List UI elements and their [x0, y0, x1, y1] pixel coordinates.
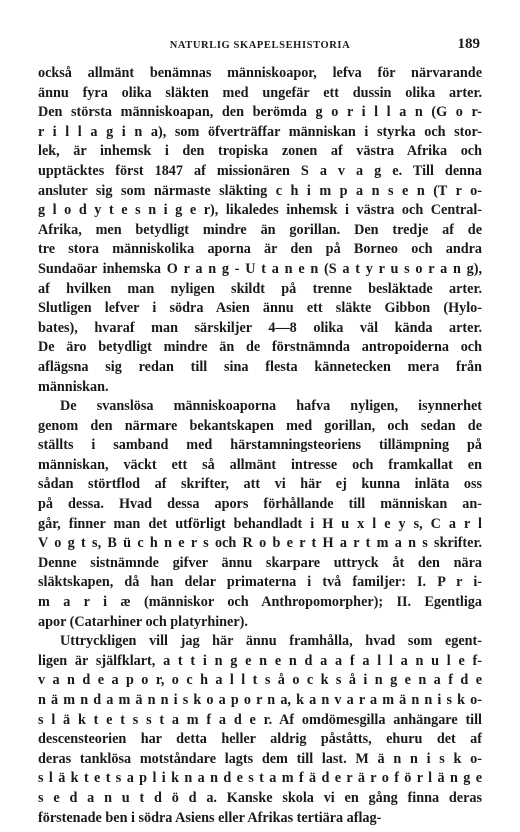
text-line: människan. [38, 378, 109, 395]
text-line: människan, väckt ett så allmänt intresse och framkallat en [38, 456, 482, 473]
paragraph [38, 64, 482, 397]
text-line: lek, är inhemsk i den tropiska zonen af västra Afrika och [38, 143, 482, 160]
text-line: descensteorien har detta heller aldrig påståtts, ehuru det af [38, 731, 482, 748]
text-line: g l o d y t e s n i g e r), likaledes inhemsk i västra och Central- [38, 202, 482, 219]
text-line: ligen är själfklart, a t t i n g e n e n d a a f a l l a n u l e f- [38, 652, 482, 669]
text-line: upptäcktes först 1847 af missionären S a v a g e. Till denna [38, 162, 482, 179]
paragraph [38, 397, 482, 632]
text-line: förstenade ben i södra Asiens eller Afrikas tertiära aflag- [38, 809, 382, 826]
text-line: också allmänt benämnas människoapor, lefva för närvarande [38, 65, 482, 81]
book-page [38, 36, 482, 828]
text-line: m a r i æ (människor och Anthropomorpher); II. Egentliga [38, 594, 482, 611]
page-header [38, 36, 482, 54]
text-line: Sundaöar inhemska O r a n g - U t a n e n (S a t y r u s o r a n g), [38, 260, 482, 277]
text-line: ställts i samband med härstamningsteoriens tillämpning på [38, 437, 482, 454]
text-line: apor (Catarhiner och platyrhiner). [38, 613, 248, 630]
text-line: ansluter sig som närmaste släkting c h i m p a n s e n (T r o- [38, 182, 482, 199]
text-line: v a n d e a p o r, o c h a l l t s å o c k s å i n g e n a f d e [38, 672, 482, 689]
running-title: NATURLIG SKAPELSEHISTORIA [169, 40, 351, 51]
text-line: släktskapen, då han delar primaterna i två familjer: I. P r i- [38, 574, 482, 591]
text-line: s l ä k t e t s a p l i k n a n d e s t a m f ä d e r ä r o f ö r l ä n g e [38, 770, 482, 787]
text-line: Den största människoapan, den berömda g o r i l l a n (G o r- [38, 104, 482, 121]
text-line: af hvilken man nyligen skildt på trenne besläktade arter. [38, 280, 482, 297]
text-line: V o g t s, B ü c h n e r s och R o b e r t H a r t m a n s skrifter. [38, 535, 482, 552]
text-line: De svanslösa människoaporna hafva nyligen, isynnerhet [60, 398, 482, 415]
body-text [38, 64, 482, 828]
text-line: aflägsna sig redan till sina flesta kännetecken mera från [38, 358, 482, 375]
page-number: 189 [457, 36, 480, 52]
text-line: genom den närmare bekantskapen med gorillan, och sedan de [38, 417, 482, 434]
text-line: s e d a n u t d ö d a. Kanske skola vi en gång finna deras [38, 789, 482, 806]
text-line: ännu fyra olika släkten med ungefär ett dussin olika arter. [38, 84, 482, 101]
text-line: bates), hvaraf man särskiljer 4—8 olika väl kända arter. [38, 319, 482, 336]
text-line: s l ä k t e t s s t a m f a d e r. Af omdömesgilla anhängare till [38, 711, 482, 728]
text-line: deras tanklösa motståndare lagts dem till last. M ä n n i s k o- [38, 750, 482, 767]
text-line: n ä m n d a m ä n n i s k o a p o r n a, k a n v a r a m ä n n i s k o- [38, 692, 482, 708]
text-line: på dessa. Hvad dessa apors förhållande till människan an- [38, 496, 482, 513]
text-line: tre stora människolika aporna är den på Borneo och andra [38, 241, 482, 258]
text-line: r i l l a g i n a), som öfverträffar människan i styrka och stor- [38, 123, 482, 140]
text-line: Slutligen lefver i södra Asien ännu ett släkte Gibbon (Hylo- [38, 300, 482, 317]
text-line: Uttryckligen vill jag här ännu framhålla, hvad som egent- [60, 633, 482, 650]
text-line: De äro betydligt mindre än de förstnämnda antropoiderna och [38, 339, 482, 356]
text-line: Afrika, men betydligt mindre än gorillan. Den tredje af de [38, 221, 482, 238]
text-line: sådan störtflod af skrifter, att vi här ej kunna inläta oss [38, 476, 482, 493]
paragraph [38, 632, 482, 828]
text-line: går, finner man det utförligt behandladt i H u x l e y s, C a r l [38, 515, 482, 532]
text-line: Denne sistnämnde gifver ännu skarpare uttryck åt den nära [38, 554, 482, 571]
